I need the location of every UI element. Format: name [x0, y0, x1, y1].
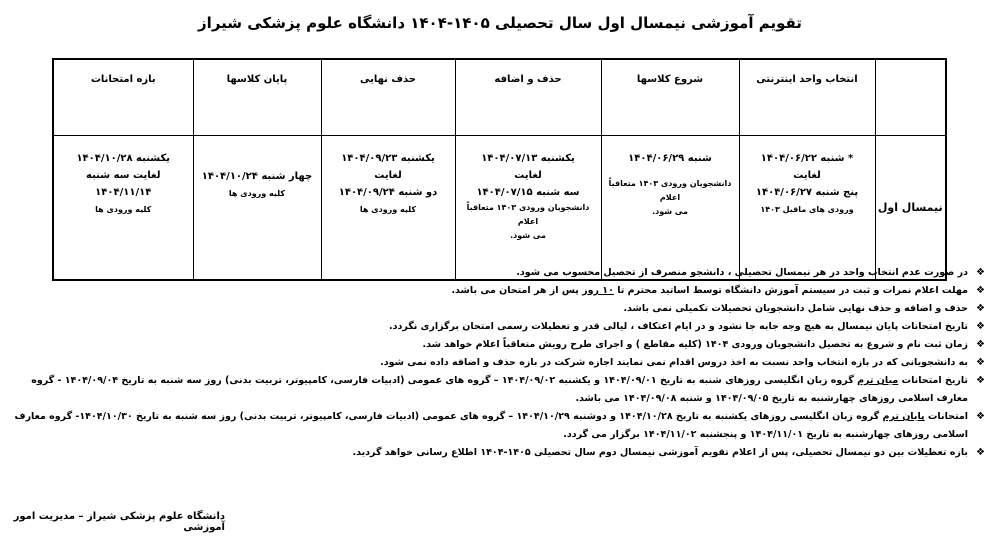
- exams-start: یکشنبه ۱۴۰۴/۱۰/۲۸: [76, 153, 171, 164]
- note-text-underlined: پایان ترم: [882, 411, 925, 422]
- header-classes-end: پایان کلاسها: [193, 59, 321, 136]
- note-item: [5, 372, 990, 408]
- header-final-drop: حذف نهایی: [321, 59, 455, 136]
- cell-classes-start: [601, 136, 739, 281]
- row-label-first-semester: نیمسال اول: [875, 136, 946, 281]
- cell-registration: [739, 136, 875, 281]
- registration-start: * شنبه ۱۴۰۴/۰۶/۲۲: [760, 153, 854, 164]
- cell-classes-end: [193, 136, 321, 281]
- add-drop-until: لغایت: [514, 170, 542, 181]
- cell-exams: [53, 136, 193, 281]
- note-text: تاریخ امتحانات پایان نیمسال به هیچ وجه جابه جا نشود و در ایام اعتکاف ، لیالی قدر و تعطیلات رسمی امتحان برگزاری نگردد.: [388, 321, 968, 332]
- page-title: تقویم آموزشی نیمسال اول سال تحصیلی ۱۴۰۵-۱۴۰۴ دانشگاه علوم پزشکی شیراز: [198, 14, 802, 32]
- registration-note: ورودی های ماقبل ۱۴۰۳: [760, 205, 854, 214]
- classes-start-note-2: می شود.: [652, 207, 688, 216]
- add-drop-end: سه شنبه ۱۴۰۴/۰۷/۱۵: [476, 187, 580, 198]
- exams-until: لغایت سه شنبه: [86, 170, 161, 181]
- note-text-post: گروه زبان انگلیسی روزهای شنبه به تاریخ ۱۴۰۴/۰۹/۰۱ و یکشنبه ۱۴۰۴/۰۹/۰۲ – گروه های عمومی (ادبیات فارسی، کامپیوتر، تربیت بدنی) روز سه شنبه به تاریخ ۱۴۰۴/۰۹/۰۴ - گروه معارف اسلامی روزهای چهارشنبه به تاریخ ۱۴۰۴/۰۹/۰۵ و شنبه ۱۴۰۴/۰۹/۰۸ می باشد.: [31, 375, 968, 404]
- note-item: [5, 336, 990, 354]
- note-item: [5, 318, 990, 336]
- registration-until: لغایت: [793, 170, 821, 181]
- header-corner-cell: [875, 59, 946, 136]
- final-drop-end: دو شنبه ۱۴۰۴/۰۹/۲۴: [338, 187, 438, 198]
- note-item: [5, 300, 990, 318]
- note-item: [5, 264, 990, 282]
- classes-end-date: چهار شنبه ۱۴۰۴/۱۰/۲۴: [201, 171, 313, 182]
- note-text-post: گروه زبان انگلیسی روزهای یکشنبه به تاریخ ۱۴۰۴/۱۰/۲۸ و دوشنبه ۱۴۰۴/۱۰/۲۹ – گروه های عمومی (ادبیات فارسی، کامپیوتر، تربیت بدنی) روز سه شنبه به تاریخ ۱۴۰۴/۱۰/۳۰- گروه معارف اسلامی روزهای چهارشنبه به تاریخ ۱۴۰۴/۱۱/۰۱ و پنجشنبه ۱۴۰۴/۱۱/۰۲ برگزار می گردد.: [14, 411, 968, 440]
- diamond-bullet-icon: ❖: [976, 411, 985, 422]
- diamond-bullet-icon: ❖: [976, 321, 985, 332]
- notes-list: [5, 264, 990, 462]
- exams-end: ۱۴۰۴/۱۱/۱۴: [95, 187, 152, 198]
- note-text-underlined: ۱۰ روز: [582, 285, 614, 296]
- add-drop-note-2: می شود.: [510, 231, 546, 240]
- diamond-bullet-icon: ❖: [976, 339, 985, 350]
- note-item: [5, 408, 990, 444]
- diamond-bullet-icon: ❖: [976, 375, 985, 386]
- header-add-drop: حذف و اضافه: [455, 59, 601, 136]
- diamond-bullet-icon: ❖: [976, 357, 985, 368]
- academic-calendar-table: [52, 58, 947, 281]
- final-drop-start: یکشنبه ۱۴۰۴/۰۹/۲۳: [341, 153, 435, 164]
- diamond-bullet-icon: ❖: [976, 303, 985, 314]
- note-text: بازه تعطیلات بین دو نیمسال تحصیلی، پس از اعلام تقویم آموزشی نیمسال دوم سال تحصیلی ۱۴۰۵-۱۴۰۴ اطلاع رسانی خواهد گردید.: [352, 447, 968, 458]
- classes-end-note: کلیه ورودی ها: [228, 189, 286, 198]
- cell-add-drop: [455, 136, 601, 281]
- registration-end: پنج شنبه ۱۴۰۴/۰۶/۲۷: [755, 187, 859, 198]
- classes-start-date: شنبه ۱۴۰۴/۰۶/۲۹: [628, 153, 712, 164]
- header-exams: بازه امتحانات: [53, 59, 193, 136]
- note-item: [5, 444, 990, 462]
- header-classes-start: شروع کلاسها: [601, 59, 739, 136]
- final-drop-note: کلیه ورودی ها: [359, 205, 417, 214]
- note-text: در صورت عدم انتخاب واحد در هر نیمسال تحصیلی ، دانشجو منصرف از تحصیل محسوب می شود.: [516, 267, 968, 278]
- semester-row: [53, 136, 946, 281]
- header-registration: انتخاب واحد اینترنتی: [739, 59, 875, 136]
- note-text-post: پس از هر امتحان می باشد.: [451, 285, 583, 296]
- note-text-pre: امتحانات: [924, 411, 968, 422]
- exams-note: کلیه ورودی ها: [95, 205, 152, 214]
- note-item: [5, 282, 990, 300]
- add-drop-start: یکشنبه ۱۴۰۴/۰۷/۱۳: [481, 153, 575, 164]
- cell-final-drop: [321, 136, 455, 281]
- diamond-bullet-icon: ❖: [976, 285, 985, 296]
- note-text-pre: مهلت اعلام نمرات و ثبت در سیستم آموزش دانشگاه توسط اساتید محترم تا: [613, 285, 968, 296]
- note-text: حذف و اضافه و حذف نهایی شامل دانشجویان تحصیلات تکمیلی نمی باشد.: [623, 303, 968, 314]
- note-text: به دانشجویانی که در بازه انتخاب واحد نسبت به اخذ دروس اقدام نمی نمایند اجازه شرکت در بازه حذف و اضافه داده نمی شود.: [380, 357, 968, 368]
- table-header-row: [53, 59, 946, 136]
- diamond-bullet-icon: ❖: [976, 447, 985, 458]
- final-drop-until: لغایت: [374, 170, 402, 181]
- note-text-underlined: میان ترم: [857, 375, 899, 386]
- classes-start-note-1: دانشجویان ورودی ۱۴۰۳ متعاقباً اعلام: [608, 179, 732, 202]
- note-text-pre: تاریخ امتحانات: [898, 375, 968, 386]
- add-drop-note-1: دانشجویان ورودی ۱۴۰۳ متعاقباً اعلام: [466, 203, 590, 226]
- note-item: [5, 354, 990, 372]
- footer-signature: دانشگاه علوم پزشکی شیراز – مدیریت امور آموزشی: [13, 511, 225, 533]
- note-text: زمان ثبت نام و شروع به تحصیل دانشجویان ورودی ۱۴۰۴ (کلیه مقاطع ) و اجرای طرح رویش متعاقباً اعلام خواهد شد.: [422, 339, 968, 350]
- diamond-bullet-icon: ❖: [976, 267, 985, 278]
